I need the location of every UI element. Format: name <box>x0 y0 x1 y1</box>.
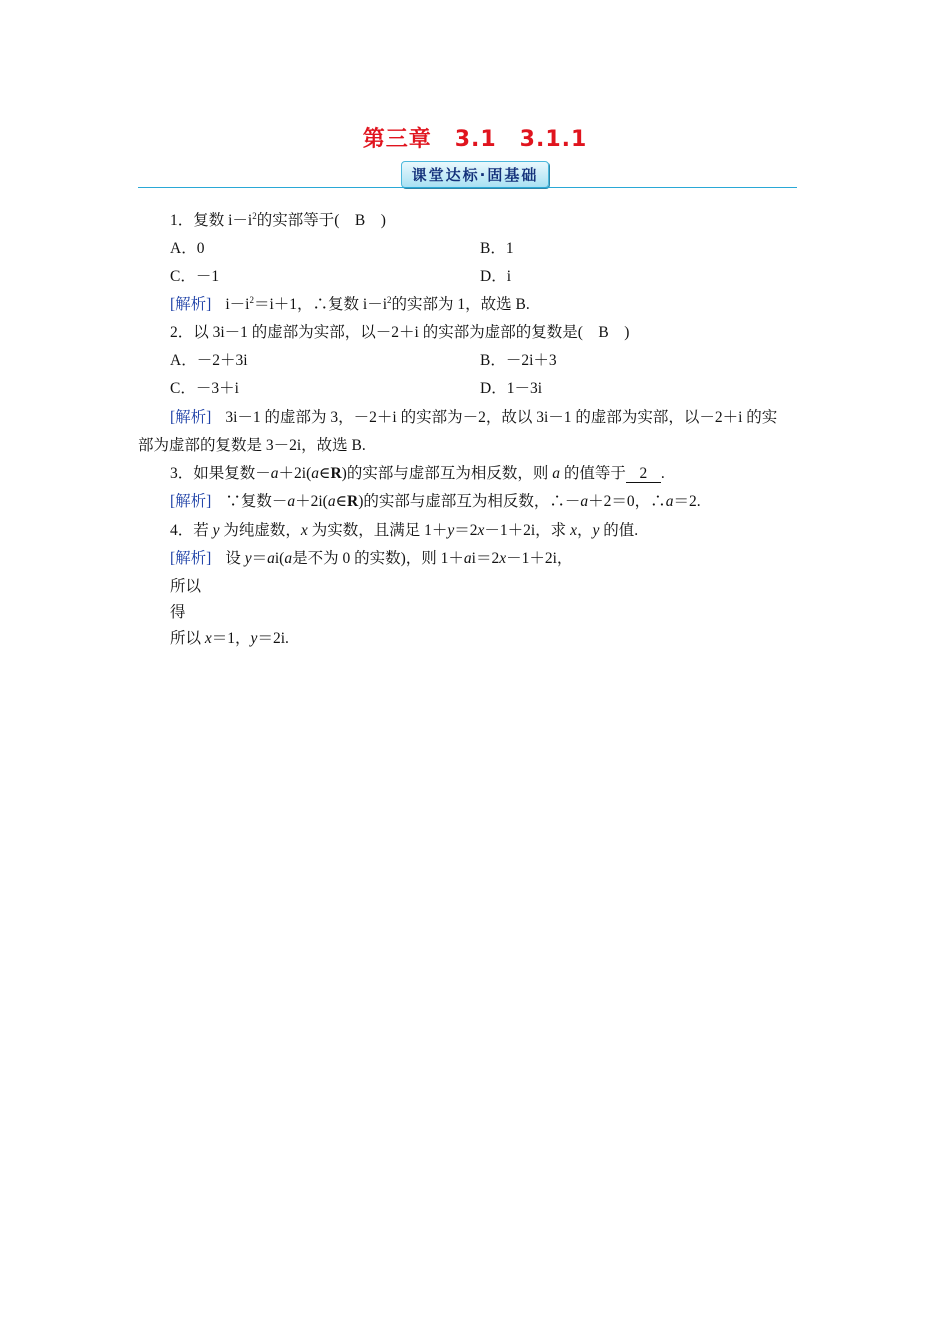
q1-option-b: B．1 <box>480 240 514 257</box>
q1-option-d: D．i <box>480 268 512 285</box>
q1-jiexi: [解析] $i-i^2=i+1$，∴复数 $i-i^2$的实部为 1，故选 B. <box>170 295 530 313</box>
q3-answer-blank: 2 <box>626 465 661 483</box>
q3-stem: 3．如果复数－a＋2i(a∈R)的实部与虚部互为相反数，则 a 的值等于 2 . <box>170 465 665 482</box>
q2-options-row1 <box>170 351 557 371</box>
q2-option-d: D．1－3i <box>480 380 543 397</box>
q4-de: 得 <box>170 604 186 621</box>
q4-jiexi-tag: [解析] <box>170 550 212 567</box>
q1-option-a: A．0 <box>170 240 205 257</box>
q2-option-c: C．－3＋i <box>170 380 239 397</box>
q2-option-b: B．－2i＋3 <box>480 352 557 369</box>
q4-stem: 4．若 y 为纯虚数，x 为实数，且满足 1＋y＝2x－1＋2i，求 x，y 的值. <box>170 522 639 539</box>
q1-stem: 1．复数 $i-i^2$的实部等于( B ) <box>170 211 386 229</box>
q4-jiexi: [解析] 设 y＝ai(a是不为 0 的实数)，则 1＋ai＝2x－1＋2i， <box>170 550 573 567</box>
q2-jiexi-line2: 部为虚部的复数是 3－2i，故选 B. <box>138 437 366 454</box>
q2-jiexi-tag: [解析] <box>170 409 212 426</box>
q4-suoyi: 所以 <box>170 578 202 595</box>
q2-option-a: A．－2＋3i <box>170 352 248 369</box>
q1-options-row2 <box>170 267 512 287</box>
chapter-title: 第三章 3.1 3.1.1 <box>362 127 588 152</box>
section-banner-wrap <box>0 161 950 188</box>
q2-options-row2 <box>170 379 543 399</box>
q1-options-row1 <box>170 239 514 259</box>
q1-jiexi-tag: [解析] <box>170 296 212 313</box>
q3-jiexi: [解析] ∵复数－a＋2i(a∈R)的实部与虚部互为相反数，∴－a＋2＝0，∴a＝2. <box>170 493 701 510</box>
q3-jiexi-tag: [解析] <box>170 493 212 510</box>
section-banner: 课堂达标·固基础 <box>401 161 550 188</box>
q1-option-c: C．－1 <box>170 268 220 285</box>
q2-jiexi-line1: [解析] 3i－1 的虚部为 3，－2＋i 的实部为－2，故以 3i－1 的虚部为实部，以－2＋i 的实 <box>170 409 778 426</box>
header-rule <box>138 187 797 188</box>
q2-stem: 2．以 3i－1 的虚部为实部，以－2＋i 的实部为虚部的复数是( B ) <box>170 324 630 341</box>
q4-final: 所以 x＝1，y＝2i. <box>170 630 289 647</box>
